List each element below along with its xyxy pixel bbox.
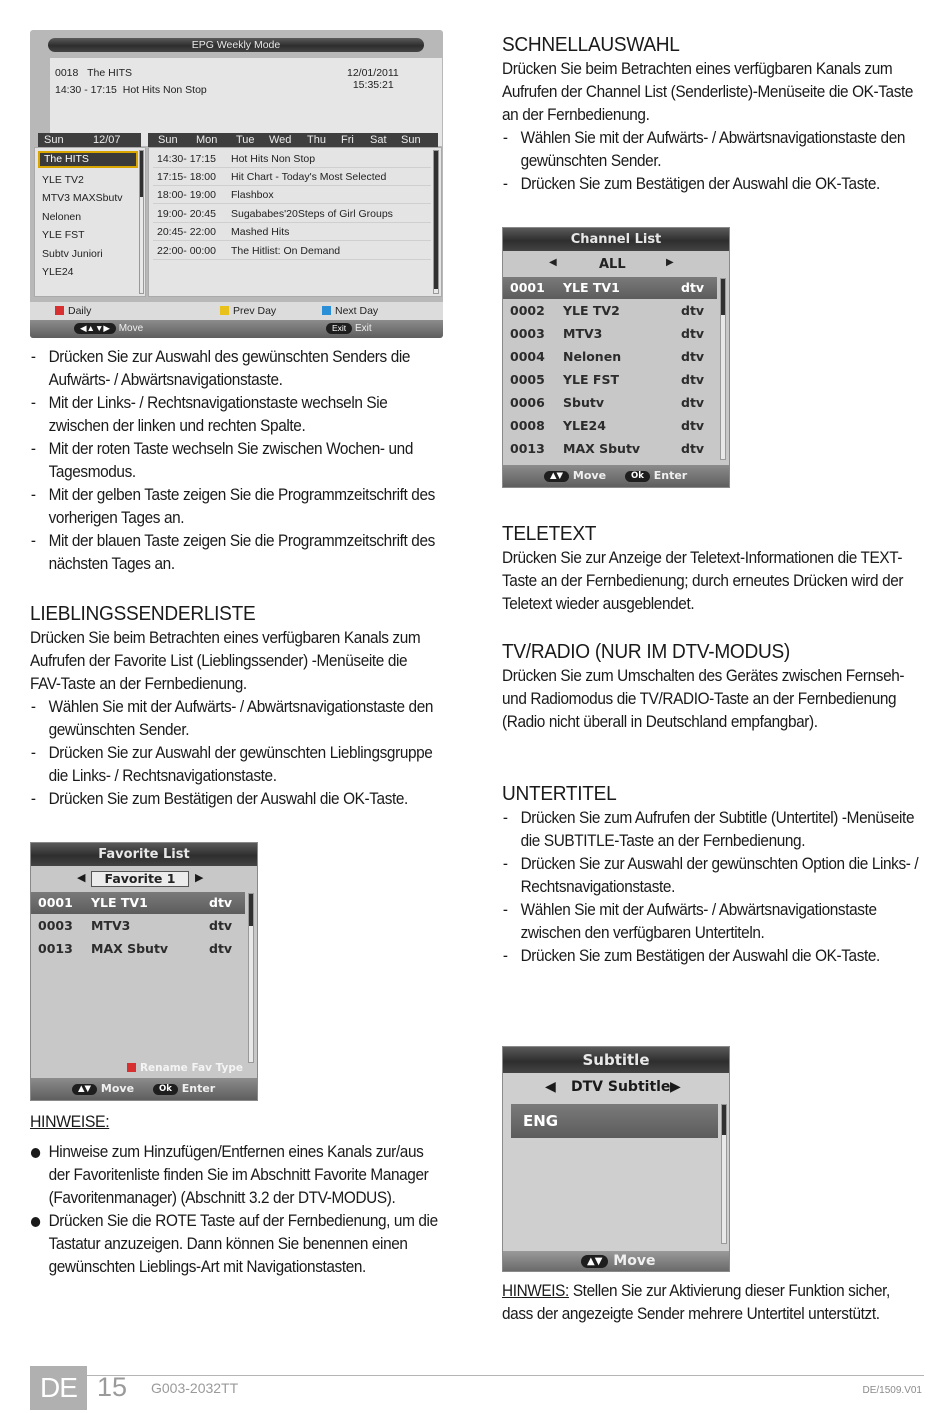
list-item: - Drücken Sie zum Bestätigen der Auswahl die OK-Taste. <box>30 788 440 811</box>
list-item: - Wählen Sie mit der Aufwärts- / Abwärtsnavigationstaste den gewünschten Sender. <box>30 696 440 742</box>
favorite-list-screenshot <box>30 842 258 1101</box>
schnell-intro: Drücken Sie beim Betrachten eines verfügbaren Kanals zum Aufrufen der Channel List (Senderliste)-Menüseite die OK-Taste an der Fernbedienung. <box>502 60 914 124</box>
teletext-section <box>502 521 922 616</box>
list-item: - Drücken Sie zur Auswahl der gewünschten Option die Links- / Rechtsnavigationstaste. <box>502 853 920 899</box>
hinweise-section <box>30 1110 442 1279</box>
enter-label: Enter <box>653 469 688 482</box>
list-item: - Wählen Sie mit der Aufwärts- / Abwärtsnavigationstaste den gewünschten Sender. <box>502 127 920 173</box>
subtitle-language-row[interactable]: ENG <box>511 1104 718 1138</box>
weekday-tab[interactable]: Mon <box>196 134 218 146</box>
list-item: - Drücken Sie zur Auswahl der gewünschten Lieblingsgruppe die Links- / Rechtsnavigationstaste. <box>30 742 440 788</box>
section-heading: LIEBLINGSSENDERLISTE <box>30 602 256 625</box>
epg-left-date: 12/07 <box>93 134 121 146</box>
hinweis-text <box>502 1280 920 1326</box>
epg-channel-item[interactable]: YLE24 <box>42 266 74 278</box>
favorites-steps <box>30 696 440 811</box>
untertitel-section <box>502 781 922 968</box>
arrow-left-icon[interactable]: ◀ <box>77 871 86 884</box>
list-item: Drücken Sie die ROTE Taste auf der Fernbedienung, um die Tastatur anzuzeigen. Dann können Sie benennen einen gewünschten Lieblings-Art mit Navigationstasten. <box>30 1210 440 1279</box>
epg-color-legend <box>30 302 443 320</box>
epg-program-row[interactable]: 18:00- 19:00 Flashbox <box>153 187 431 204</box>
favorite-scrollbar[interactable] <box>248 893 254 1063</box>
arrow-left-icon[interactable]: ◀ <box>549 257 557 268</box>
epg-channel-name: The HITS <box>87 67 133 79</box>
channel-list-title: Channel List <box>503 228 729 251</box>
favorites-intro: Drücken Sie beim Betrachten eines verfügbaren Kanals zum Aufrufen der Favorite List (Lieblingssender) -Menüseite die FAV-Taste an der Fernbedienung. <box>30 629 421 693</box>
epg-day-header <box>38 133 141 147</box>
red-key-icon <box>127 1063 136 1072</box>
ok-key-icon: Ok <box>153 1084 178 1095</box>
page-number: 15 <box>97 1372 128 1402</box>
exit-key-icon: Exit <box>326 323 352 334</box>
schnellauswahl-section <box>502 32 922 196</box>
channel-group[interactable]: ALL <box>599 257 626 272</box>
epg-instruction-list <box>30 346 440 576</box>
epg-date: 12/01/2011 <box>347 67 399 79</box>
subtitle-scrollbar[interactable] <box>721 1104 727 1244</box>
hinweis-label: HINWEIS: <box>502 1282 569 1300</box>
move-label: Move <box>613 1253 656 1269</box>
red-key-icon <box>55 306 64 315</box>
channel-row[interactable]: 0001 YLE TV1 dtv <box>503 277 717 299</box>
epg-current-show: Hot Hits Non Stop <box>122 84 207 96</box>
legend-daily[interactable]: Daily <box>55 302 91 320</box>
list-item: - Mit der gelben Taste zeigen Sie die Programmzeitschrift des vorherigen Tages an. <box>30 484 440 530</box>
channel-row[interactable]: 0008 YLE24 dtv <box>510 418 705 433</box>
epg-exit-label: Exit <box>354 323 372 334</box>
weekday-tab[interactable]: Sat <box>370 134 387 146</box>
arrow-left-icon[interactable]: ◀ <box>545 1079 556 1095</box>
footer-rule <box>86 1375 924 1376</box>
tvradio-body: Drücken Sie zum Umschalten des Gerätes zwischen Fernseh- und Radiomodus die TV/RADIO-Taste an der Fernbedienung (Radio nicht überall in Deutschland empfangbar). <box>502 667 905 731</box>
weekday-tab[interactable]: Fri <box>341 134 354 146</box>
section-heading: SCHNELLAUSWAHL <box>502 33 680 56</box>
section-heading: TELETEXT <box>502 522 597 545</box>
weekday-tab[interactable]: Sun <box>158 134 178 146</box>
model-number: G003-2032TT <box>151 1380 239 1396</box>
epg-program-row[interactable]: 17:15- 18:00 Hit Chart - Today's Most Selected <box>153 169 431 186</box>
subtitle-option[interactable]: DTV Subtitle <box>571 1079 671 1095</box>
channel-row[interactable]: 0003 MTV3 dtv <box>510 326 705 341</box>
channel-list-screenshot <box>502 227 730 488</box>
untertitel-steps <box>502 807 920 968</box>
epg-program-row[interactable]: 22:00- 00:00 The Hitlist: On Demand <box>153 243 431 260</box>
hinweise-heading: HINWEISE: <box>30 1112 110 1131</box>
favorite-group-selector[interactable]: Favorite 1 <box>91 871 189 887</box>
epg-weekly-screenshot <box>30 30 443 338</box>
up-down-keys-icon: ▲▼ <box>72 1084 97 1095</box>
channel-bottom-bar <box>503 465 729 487</box>
epg-channel-item[interactable]: YLE TV2 <box>42 174 84 186</box>
move-label: Move <box>100 1082 135 1095</box>
epg-channel-list <box>34 147 146 297</box>
channel-row[interactable]: 0002 YLE TV2 dtv <box>510 303 705 318</box>
list-item: Hinweise zum Hinzufügen/Entfernen eines Kanals zur/aus der Favoritenliste finden Sie im Abschnitt Favorite Manager (Favoritenmanager) (Abschnitt 3.2 der DTV-MODUS). <box>30 1141 440 1210</box>
epg-instructions <box>30 346 442 576</box>
teletext-body: Drücken Sie zur Anzeige der Teletext-Informationen die TEXT-Taste an der Fernbedienung; durch erneutes Drücken wird der Teletext wieder ausgeblendet. <box>502 549 904 613</box>
epg-program-row[interactable]: 20:45- 22:00 Mashed Hits <box>153 224 431 241</box>
list-item: - Mit der Links- / Rechtsnavigationstaste wechseln Sie zwischen der linken und rechten Spalte. <box>30 392 440 438</box>
epg-time: 15:35:21 <box>352 79 394 91</box>
ok-key-icon: Ok <box>625 471 650 482</box>
channel-scrollbar[interactable] <box>720 278 726 460</box>
up-down-keys-icon: ▲▼ <box>544 471 569 482</box>
list-item: - Drücken Sie zum Aufrufen der Subtitle (Untertitel) -Menüseite die SUBTITLE-Taste an der Fernbedienung. <box>502 807 920 853</box>
channel-row[interactable]: 0013 MAX Sbutv dtv <box>510 441 705 456</box>
arrow-right-icon[interactable]: ▶ <box>670 1079 681 1095</box>
subtitle-bottom-bar <box>503 1251 729 1271</box>
list-item: - Mit der roten Taste wechseln Sie zwischen Wochen- und Tagesmodus. <box>30 438 440 484</box>
epg-bottom-bar <box>30 320 443 338</box>
legend-prev-day[interactable]: Prev Day <box>220 302 276 320</box>
epg-channel-item[interactable]: YLE FST <box>42 229 85 241</box>
weekday-tab[interactable]: Thu <box>307 134 326 146</box>
epg-channel-item[interactable]: Subtv Juniori <box>42 248 103 260</box>
section-heading: UNTERTITEL <box>502 782 617 805</box>
subtitle-title: Subtitle <box>503 1047 729 1073</box>
arrow-keys-icon: ◀▲▼▶ <box>74 323 116 334</box>
blue-key-icon <box>322 306 331 315</box>
epg-weekday-header <box>148 133 438 147</box>
epg-left-day: Sun <box>44 134 64 146</box>
favorite-bottom-bar <box>31 1078 257 1100</box>
favorite-list-title: Favorite List <box>31 843 257 866</box>
favorite-row[interactable]: 0001 YLE TV1 dtv <box>31 892 245 914</box>
favorite-row[interactable]: 0003 MTV3 dtv <box>38 918 233 933</box>
up-down-keys-icon: ▲▼ <box>581 1255 608 1268</box>
epg-channel-item[interactable]: The HITS <box>38 151 138 168</box>
epg-channel-scrollbar[interactable] <box>139 150 144 294</box>
epg-program-scrollbar[interactable] <box>433 150 439 294</box>
hinweise-list <box>30 1141 440 1279</box>
section-heading: TV/RADIO (NUR IM DTV-MODUS) <box>502 640 790 663</box>
weekday-tab[interactable]: Sun <box>401 134 421 146</box>
hinweis-body: Stellen Sie zur Aktivierung dieser Funktion sicher, dass der angezeigte Sender mehrere Untertitel unterstützt. <box>502 1282 890 1323</box>
list-item: - Drücken Sie zur Auswahl des gewünschten Senders die Aufwärts- / Abwärtsnavigationstaste. <box>30 346 440 392</box>
epg-program-list <box>148 147 442 297</box>
favorite-row[interactable]: 0013 MAX Sbutv dtv <box>38 941 233 956</box>
epg-program-row[interactable]: 19:00- 20:45 Sugababes'20Steps of Girl Groups <box>153 206 431 223</box>
epg-channel-item[interactable]: MTV3 MAXSbutv <box>42 192 123 204</box>
hinweis-section <box>502 1280 922 1326</box>
epg-channel-item[interactable]: Nelonen <box>42 211 82 223</box>
favorites-section <box>30 601 442 811</box>
epg-move-label: Move <box>118 323 144 334</box>
list-item: - Wählen Sie mit der Aufwärts- / Abwärtsnavigationstaste zwischen den verfügbaren Untertiteln. <box>502 899 920 945</box>
yellow-key-icon <box>220 306 229 315</box>
epg-channel-no: 0018 <box>55 67 79 79</box>
tvradio-section <box>502 639 922 734</box>
move-label: Move <box>572 469 607 482</box>
rename-fav-type-hint[interactable]: Rename Fav Type <box>127 1062 243 1074</box>
channel-row[interactable]: 0004 Nelonen dtv <box>510 349 705 364</box>
list-item: - Drücken Sie zum Bestätigen der Auswahl die OK-Taste. <box>502 173 920 196</box>
list-item: - Drücken Sie zum Bestätigen der Auswahl die OK-Taste. <box>502 945 920 968</box>
list-item: - Mit der blauen Taste zeigen Sie die Programmzeitschrift des nächsten Tages an. <box>30 530 440 576</box>
enter-label: Enter <box>181 1082 216 1095</box>
language-badge: DE <box>30 1366 87 1410</box>
subtitle-screenshot <box>502 1046 730 1272</box>
channel-row[interactable]: 0006 Sbutv dtv <box>510 395 705 410</box>
schnell-steps <box>502 127 920 196</box>
weekday-tab[interactable]: Wed <box>269 134 292 146</box>
legend-next-day[interactable]: Next Day <box>322 302 378 320</box>
epg-program-row[interactable]: 14:30- 17:15 Hot Hits Non Stop <box>153 151 431 168</box>
epg-current-slot: 14:30 - 17:15 <box>55 84 117 96</box>
document-version: DE/1509.V01 <box>862 1385 922 1396</box>
arrow-right-icon[interactable]: ▶ <box>195 871 204 884</box>
weekday-tab[interactable]: Tue <box>236 134 255 146</box>
arrow-right-icon[interactable]: ▶ <box>666 257 674 268</box>
channel-row[interactable]: 0005 YLE FST dtv <box>510 372 705 387</box>
epg-title: EPG Weekly Mode <box>48 38 424 52</box>
